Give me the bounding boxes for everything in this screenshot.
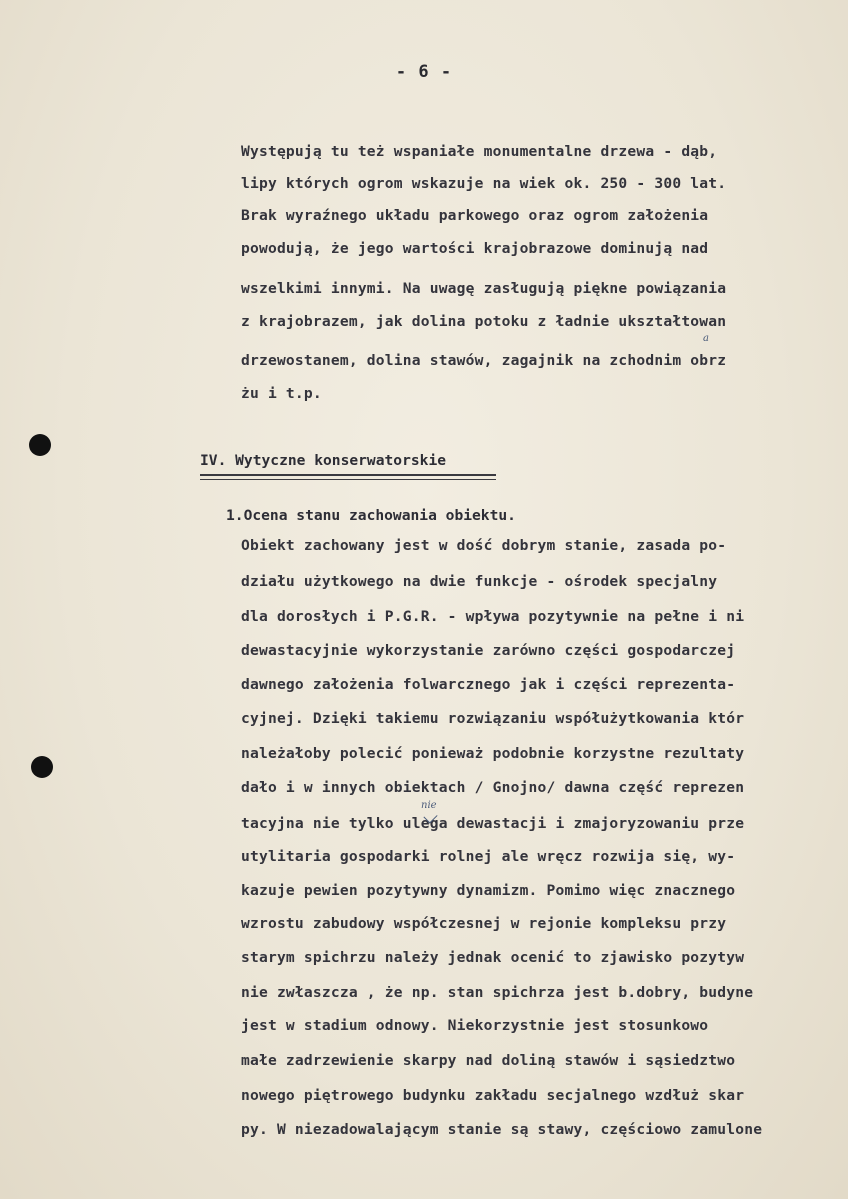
text-line: drzewostanem, dolina stawów, zagajnik na zchodnim obrz bbox=[241, 352, 727, 369]
text-line: żu i t.p. bbox=[241, 385, 322, 402]
punch-hole-top bbox=[29, 434, 51, 456]
text-line: tacyjna nie tylko ulega dewastacji i zmajoryzowaniu prze bbox=[241, 815, 745, 832]
text-line: należałoby polecić ponieważ podobnie korzystne rezultaty bbox=[241, 745, 745, 762]
text-line: Brak wyraźnego układu parkowego oraz ogrom założenia bbox=[241, 207, 709, 224]
text-line: cyjnej. Dzięki takiemu rozwiązaniu współużytkowania któr bbox=[241, 710, 745, 727]
text-line: starym spichrzu należy jednak ocenić to zjawisko pozytyw bbox=[241, 949, 745, 966]
text-line: dla dorosłych i P.G.R. - wpływa pozytywnie na pełne i ni bbox=[241, 608, 745, 625]
text-line: nie zwłaszcza , że np. stan spichrza jest b.dobry, budyne bbox=[241, 984, 754, 1001]
text-line: Obiekt zachowany jest w dość dobrym stanie, zasada po- bbox=[241, 537, 727, 554]
subsection-heading: 1.Ocena stanu zachowania obiektu. bbox=[226, 507, 516, 524]
text-line: powodują, że jego wartości krajobrazowe dominują nad bbox=[241, 240, 709, 257]
section-heading: IV. Wytyczne konserwatorskie bbox=[200, 452, 447, 469]
page-number: - 6 - bbox=[395, 62, 453, 82]
text-line: py. W niezadowalającym stanie są stawy, częściowo zamulone bbox=[241, 1121, 763, 1138]
text-line: małe zadrzewienie skarpy nad doliną stawów i sąsiedztwo bbox=[241, 1052, 736, 1069]
text-line: nowego piętrowego budynku zakładu secjalnego wzdłuż skar bbox=[241, 1087, 745, 1104]
text-line: wszelkimi innymi. Na uwagę zasługują piękne powiązania bbox=[241, 280, 727, 297]
text-line: dawnego założenia folwarcznego jak i części reprezenta- bbox=[241, 676, 736, 693]
text-line: utylitaria gospodarki rolnej ale wręcz rozwija się, wy- bbox=[241, 848, 736, 865]
text-line: działu użytkowego na dwie funkcje - ośrodek specjalny bbox=[241, 573, 718, 590]
text-line: kazuje pewien pozytywny dynamizm. Pomimo więc znacznego bbox=[241, 882, 736, 899]
text-line: dewastacyjnie wykorzystanie zarówno części gospodarczej bbox=[241, 642, 736, 659]
text-line: lipy których ogrom wskazuje na wiek ok. 250 - 300 lat. bbox=[241, 175, 727, 192]
handwritten-insert-a: a bbox=[703, 333, 709, 344]
text-line: jest w stadium odnowy. Niekorzystnie jest stosunkowo bbox=[241, 1017, 709, 1034]
text-line: wzrostu zabudowy współczesnej w rejonie kompleksu przy bbox=[241, 915, 727, 932]
heading-underline bbox=[200, 474, 496, 476]
heading-underline-second bbox=[200, 479, 496, 480]
punch-hole-bottom bbox=[31, 756, 53, 778]
text-line: dało i w innych obiektach / Gnojno/ dawna część reprezen bbox=[241, 779, 745, 796]
text-line: Występują tu też wspaniałe monumentalne drzewa - dąb, bbox=[241, 143, 718, 160]
text-line: z krajobrazem, jak dolina potoku z ładnie ukształtowan bbox=[241, 313, 727, 330]
handwritten-insert-nie: nie bbox=[421, 800, 437, 811]
